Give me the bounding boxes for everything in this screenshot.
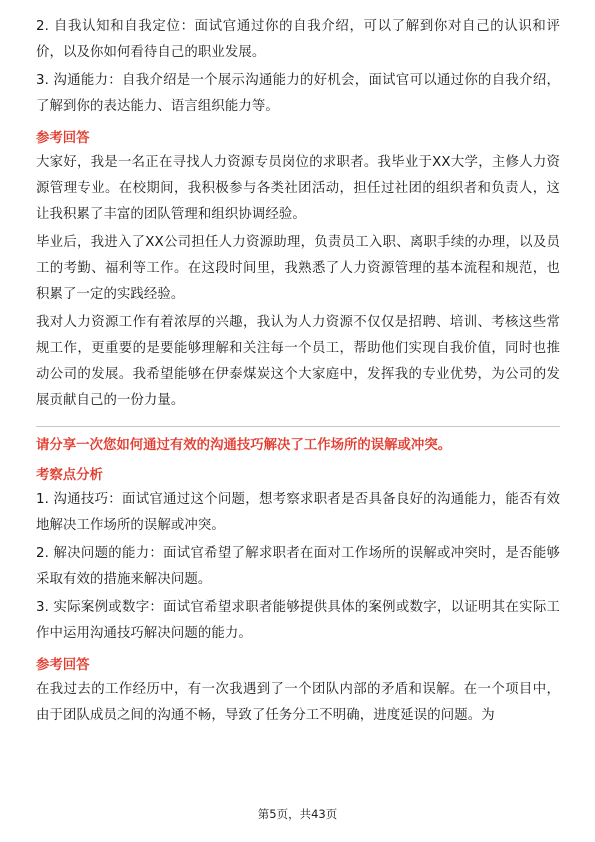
analysis-point-3: 3. 沟通能力：自我介绍是一个展示沟通能力的好机会，面试官可以通过你的自我介绍，了解到你的表达能力、语言组织能力等。 [36,73,560,114]
answer-paragraph: 在我过去的工作经历中，有一次我遇到了一个团队内部的矛盾和误解。在一个项目中，由于团队成员之间的沟通不畅，导致了任务分工不明确，进度延误的问题。为 [36,682,560,723]
analysis-point-3: 3. 实际案例或数字：面试官希望求职者能够提供具体的案例或数字，以证明其在实际工作中运用沟通技巧解决问题的能力。 [36,600,560,641]
answer-paragraph: 大家好，我是一名正在寻找人力资源专员岗位的求职者。我毕业于XX大学，主修人力资源管理专业。在校期间，我积极参与各类社团活动，担任过社团的组织者和负责人，这让我积累了丰富的团队管理和组织协调经验。 [36,155,560,222]
answer-paragraph: 毕业后，我进入了XX公司担任人力资源助理，负责员工入职、离职手续的办理，以及员工的考勤、福利等工作。在这段时间里，我熟悉了人力资源管理的基本流程和规范，也积累了一定的实践经验。 [36,235,560,302]
analysis-heading: 考察点分析 [36,468,103,483]
analysis-point-1: 1. 沟通技巧：面试官通过这个问题，想考察求职者是否具备良好的沟通能力，能否有效地解决工作场所的误解或冲突。 [36,492,560,533]
interview-question: 请分享一次您如何通过有效的沟通技巧解决了工作场所的误解或冲突。 [36,438,452,453]
analysis-point-2: 2. 解决问题的能力：面试官希望了解求职者在面对工作场所的误解或冲突时，是否能够采取有效的措施来解决问题。 [36,546,560,587]
answer-paragraph: 我对人力资源工作有着浓厚的兴趣，我认为人力资源不仅仅是招聘、培训、考核这些常规工作，更重要的是要能够理解和关注每一个员工，帮助他们实现自我价值，同时也推动公司的发展。我希望能够在伊泰煤炭这个大家庭中，发挥我的专业优势，为公司的发展贡献自己的一份力量。 [36,315,560,408]
page-content [36,14,560,729]
reference-answer-heading: 参考回答 [36,131,90,146]
analysis-point-2: 2. 自我认知和自我定位：面试官通过你的自我介绍，可以了解到你对自己的认识和评价，以及你如何看待自己的职业发展。 [36,19,560,60]
reference-answer-heading: 参考回答 [36,658,90,673]
section-divider [36,426,560,427]
page-number: 第5页，共43页 [257,807,338,821]
